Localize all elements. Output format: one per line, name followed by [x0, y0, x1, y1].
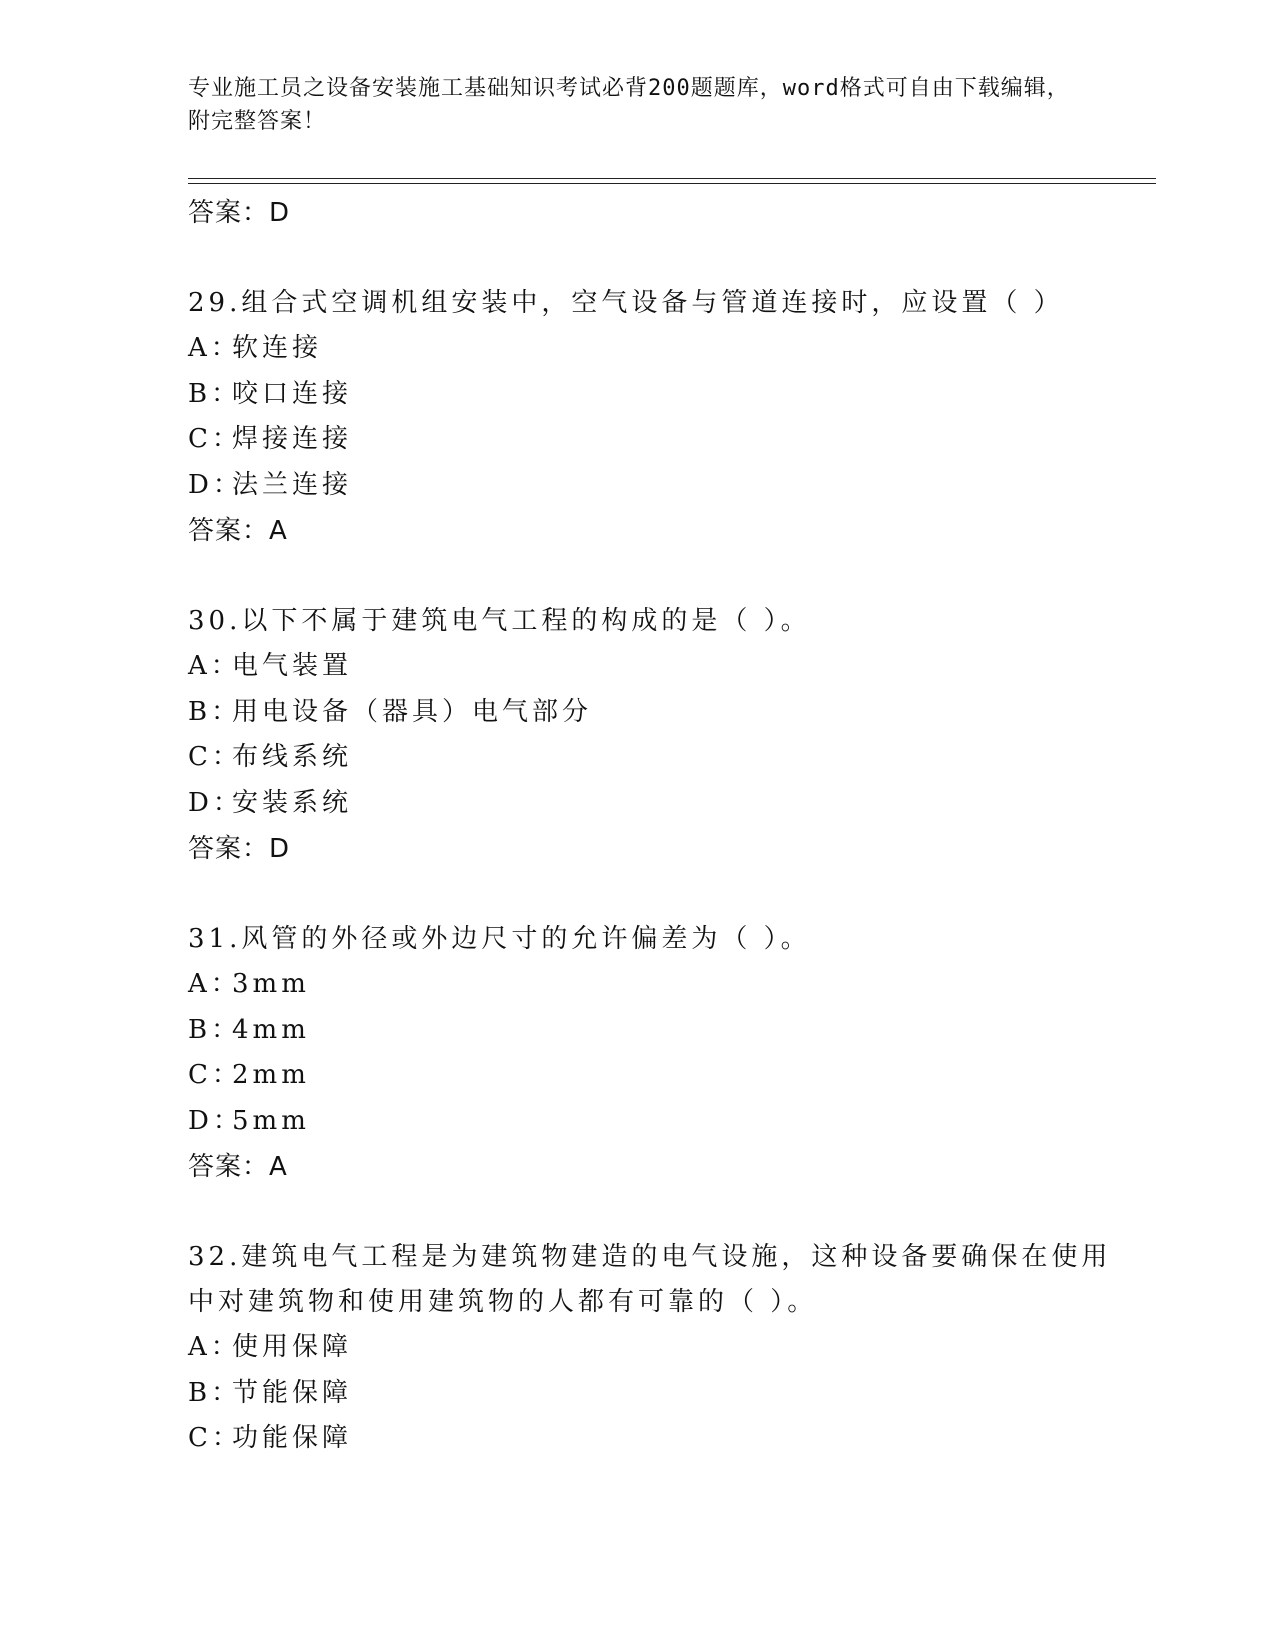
option-b — [188, 690, 1118, 736]
option-text: 节能保障 — [232, 1377, 353, 1408]
option-c — [188, 735, 1118, 781]
document-header: 专业施工员之设备安装施工基础知识考试必背200题题库，word格式可自由下载编辑，附完整答案！ — [188, 76, 1070, 134]
option-key: B： — [188, 696, 242, 727]
answer-line: 答案：D — [188, 198, 291, 228]
option-a — [188, 1325, 1118, 1371]
question-stem: 29.组合式空调机组安装中，空气设备与管道连接时，应设置（ ） — [188, 288, 1064, 318]
option-text: 4mm — [232, 1014, 310, 1045]
question-list — [188, 190, 1118, 1462]
question-block — [188, 1235, 1118, 1462]
header-divider-line — [188, 178, 1156, 179]
option-c — [188, 1053, 1118, 1099]
spacer — [188, 236, 1118, 281]
option-d — [188, 1099, 1118, 1145]
option-key: B： — [188, 1014, 242, 1045]
option-key: D： — [188, 787, 243, 818]
option-text: 3mm — [232, 969, 310, 999]
option-text: 法兰连接 — [232, 469, 353, 500]
answer-line: 答案：A — [188, 516, 288, 546]
option-text: 2mm — [232, 1060, 310, 1090]
option-text: 咬口连接 — [232, 378, 353, 409]
answer-line: 答案：D — [188, 834, 291, 864]
option-key: A： — [188, 651, 241, 681]
option-key: B： — [188, 1377, 242, 1408]
option-text: 焊接连接 — [232, 424, 353, 454]
option-key: D： — [188, 469, 243, 500]
option-key: C： — [188, 424, 242, 454]
option-text: 电气装置 — [232, 651, 353, 681]
spacer — [188, 872, 1118, 917]
option-text: 5mm — [232, 1105, 310, 1136]
question-block — [188, 599, 1118, 872]
answer-line: 答案：A — [188, 1152, 288, 1182]
option-key: C： — [188, 742, 242, 772]
option-text: 布线系统 — [232, 742, 353, 772]
option-key: A： — [188, 969, 241, 999]
option-b — [188, 1008, 1118, 1054]
header-divider-line-secondary — [188, 183, 1156, 184]
option-b — [188, 372, 1118, 418]
option-key: C： — [188, 1423, 242, 1453]
option-c — [188, 1416, 1118, 1462]
option-key: A： — [188, 333, 241, 363]
option-d — [188, 463, 1118, 509]
option-key: D： — [188, 1105, 243, 1136]
option-a — [188, 644, 1118, 690]
option-key: C： — [188, 1060, 242, 1090]
option-text: 用电设备（器具）电气部分 — [232, 696, 593, 727]
option-text: 使用保障 — [232, 1332, 353, 1362]
option-a — [188, 962, 1118, 1008]
option-d — [188, 781, 1118, 827]
option-a — [188, 326, 1118, 372]
spacer — [188, 1190, 1118, 1235]
question-stem: 31.风管的外径或外边尺寸的允许偏差为（ ）。 — [188, 924, 811, 954]
option-c — [188, 417, 1118, 463]
option-text: 安装系统 — [232, 787, 353, 818]
option-text: 功能保障 — [232, 1423, 353, 1453]
option-key: A： — [188, 1332, 241, 1362]
option-key: B： — [188, 378, 242, 409]
option-b — [188, 1371, 1118, 1417]
spacer — [188, 554, 1118, 599]
question-block — [188, 917, 1118, 1190]
option-text: 软连接 — [232, 333, 323, 363]
question-block — [188, 281, 1118, 554]
question-stem: 32.建筑电气工程是为建筑物建造的电气设施，这种设备要确保在使用中对建筑物和使用建筑物的人都有可靠的（ ）。 — [188, 1242, 1112, 1317]
question-stem: 30.以下不属于建筑电气工程的构成的是（ ）。 — [188, 606, 811, 636]
